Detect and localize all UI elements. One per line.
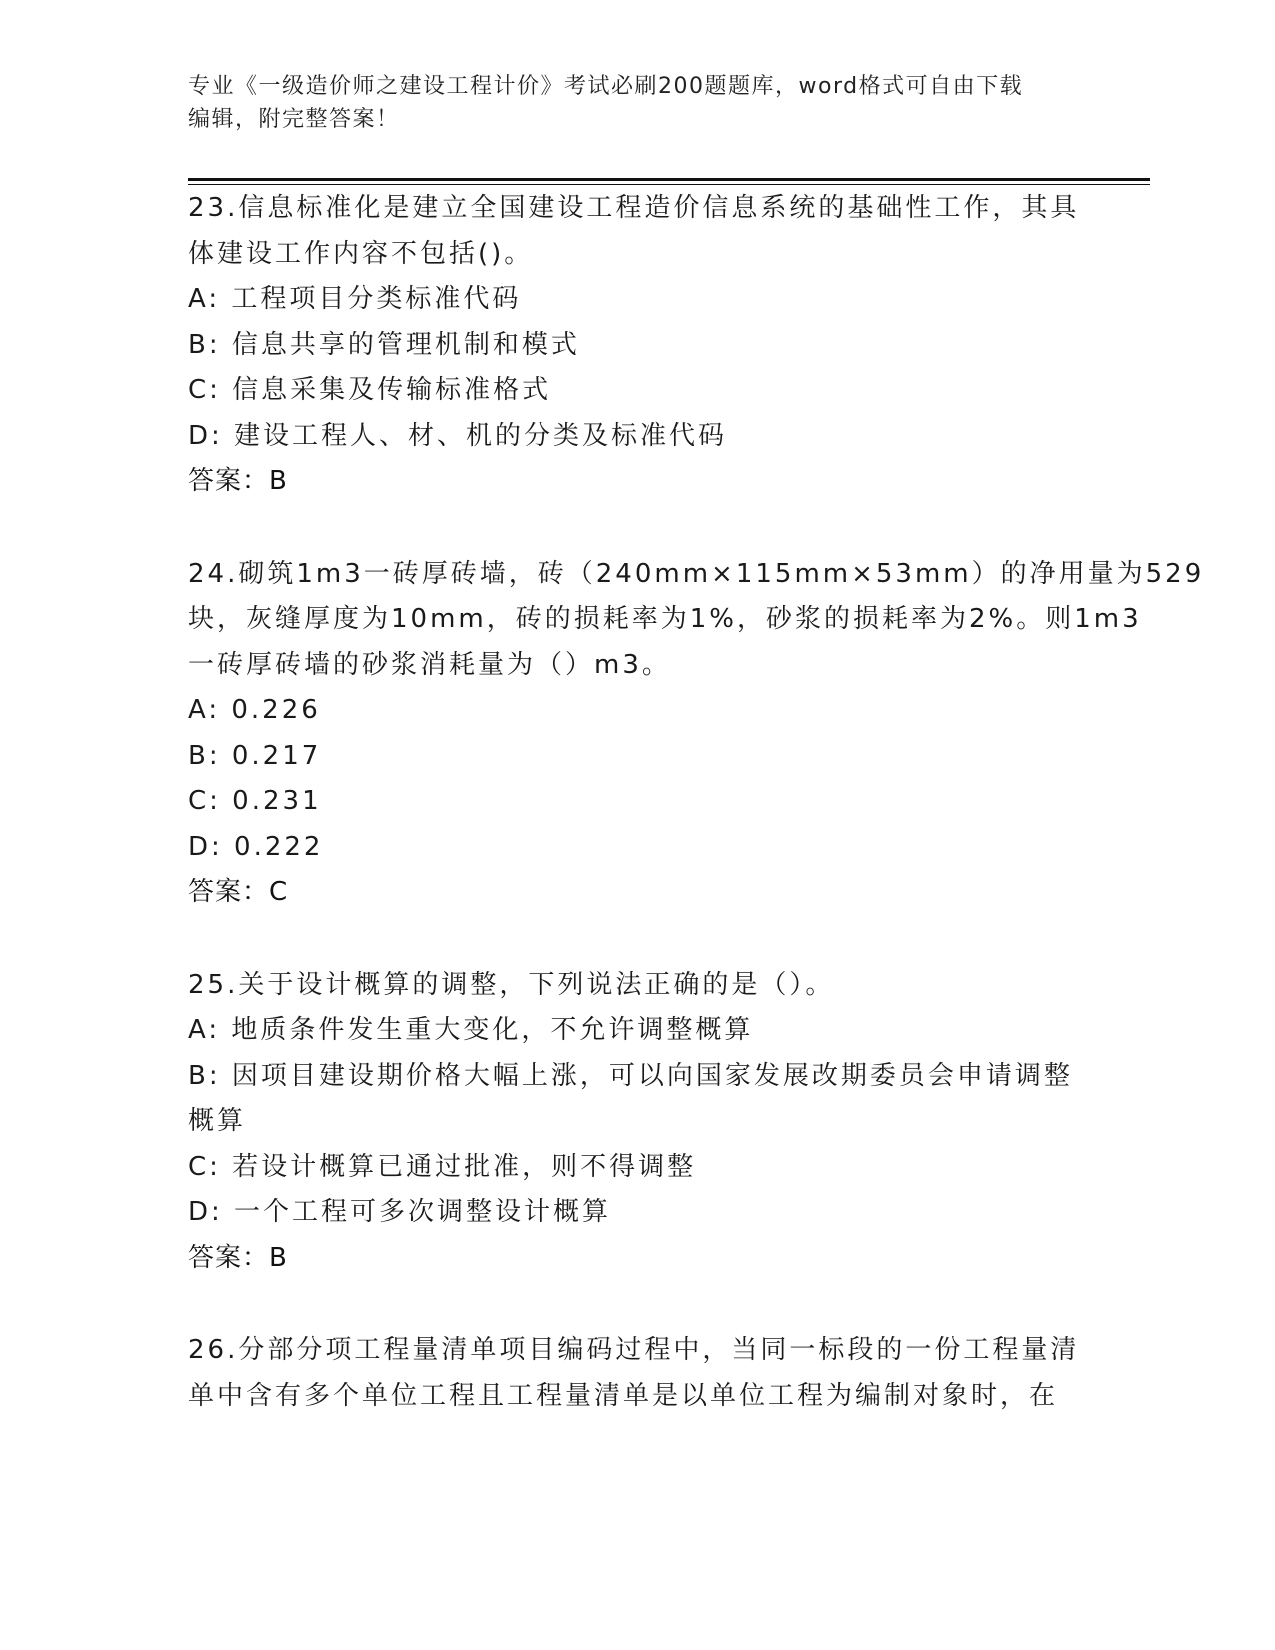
- answer-line: 答案：B: [188, 466, 288, 496]
- header-line-2: 编辑，附完整答案！: [188, 107, 400, 132]
- question-stem: [188, 1328, 1088, 1419]
- question-24: [188, 552, 1205, 916]
- stem-line: 一砖厚砖墙的砂浆消耗量为（）m3。: [188, 649, 671, 680]
- answer-line: 答案：B: [188, 1242, 288, 1273]
- option-b: B: 0.217: [188, 740, 322, 771]
- option-a: A: 工程项目分类标准代码: [188, 284, 522, 314]
- question-26: [188, 1328, 1088, 1419]
- question-stem: [188, 963, 1088, 1009]
- option-a: A: 0.226: [188, 695, 321, 725]
- stem-line: 23.信息标准化是建立全国建设工程造价信息系统的基础性工作，其具: [188, 193, 1080, 223]
- option-a: A: 地质条件发生重大变化，不允许调整概算: [188, 1015, 754, 1045]
- stem-line: 单中含有多个单位工程且工程量清单是以单位工程为编制对象时，在: [188, 1380, 1059, 1411]
- question-stem: [188, 186, 1088, 277]
- question-23: [188, 186, 1088, 505]
- stem-line: 体建设工作内容不包括()。: [188, 238, 534, 269]
- question-stem: [188, 552, 1205, 689]
- header-divider-thin: [188, 184, 1150, 185]
- option-b-continued: 概算: [188, 1106, 247, 1136]
- option-d: D: 一个工程可多次调整设计概算: [188, 1197, 612, 1227]
- stem-line: 块，灰缝厚度为10mm，砖的损耗率为1%，砂浆的损耗率为2%。则1m3: [188, 604, 1142, 634]
- stem-line: 24.砌筑1m3一砖厚砖墙，砖（240mm×115mm×53mm）的净用量为529: [188, 558, 1205, 589]
- stem-line: 26.分部分项工程量清单项目编码过程中，当同一标段的一份工程量清: [188, 1335, 1080, 1365]
- option-b: B: 信息共享的管理机制和模式: [188, 329, 580, 360]
- option-c: C: 0.231: [188, 786, 322, 816]
- header-line-1: 专业《一级造价师之建设工程计价》考试必刷200题题库，word格式可自由下载: [188, 74, 1024, 99]
- option-d: D: 0.222: [188, 831, 324, 862]
- question-25: [188, 963, 1088, 1282]
- question-list: [188, 186, 1205, 1466]
- header-divider-thick: [188, 178, 1150, 181]
- option-d: D: 建设工程人、材、机的分类及标准代码: [188, 420, 728, 451]
- page-header: [188, 70, 1068, 136]
- option-b: B: 因项目建设期价格大幅上涨，可以向国家发展改期委员会申请调整: [188, 1060, 1073, 1091]
- answer-line: 答案：C: [188, 877, 289, 907]
- option-c: C: 信息采集及传输标准格式: [188, 375, 552, 405]
- option-c: C: 若设计概算已通过批准，则不得调整: [188, 1151, 697, 1182]
- stem-line: 25.关于设计概算的调整，下列说法正确的是（）。: [188, 969, 835, 1000]
